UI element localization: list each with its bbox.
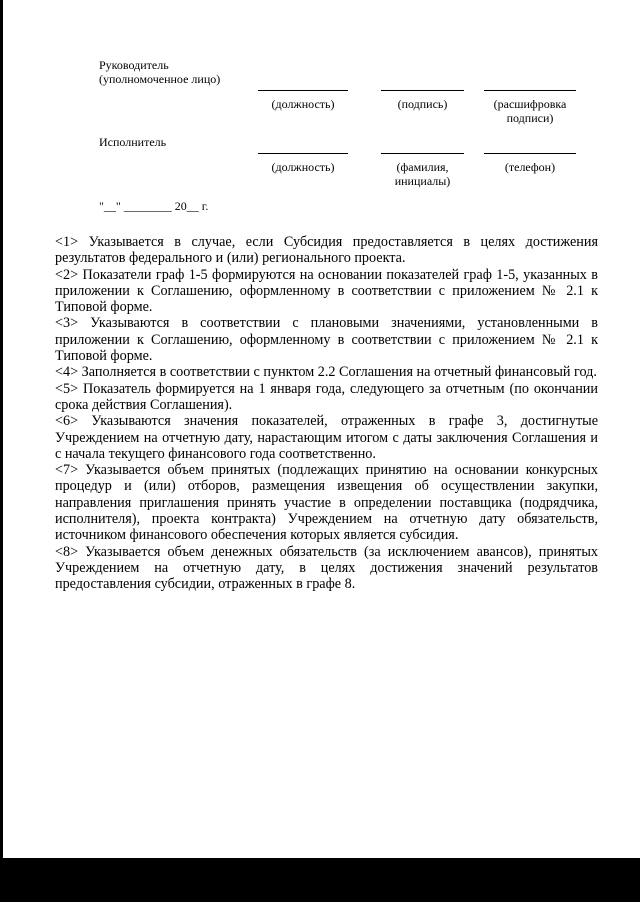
footnote: <7> Указывается объем принятых (подлежащих принятию на основании конкурсных процедур и (или) отборов, размещения извещения об осуществлении закупки, направления приглашения принять участие в определении поставщика (подрядчика, исполнителя), проекта контракта) Учреждением на отчетную дату обязательств, источником финансового обеспечения которых является субсидия.	[55, 462, 598, 544]
footnote: <1> Указывается в случае, если Субсидия предоставляется в целях достижения результатов федерального и (или) регионального проекта.	[55, 234, 598, 267]
footnote: <8> Указывается объем денежных обязательств (за исключением авансов), принятых Учреждением на отчетную дату, в целях достижения значений результатов предоставления субсидии, отраженных в графе 8.	[55, 543, 598, 593]
footnote: <4> Заполняется в соответствии с пунктом 2.2 Соглашения на отчетный финансовый год.	[55, 364, 597, 381]
footnote: <3> Указываются в соответствии с плановыми значениями, установленными в приложении к Соглашению, оформленному в соответствии с приложением № 2.1 к Типовой форме.	[55, 315, 598, 365]
footnote: <5> Показатель формируется на 1 января года, следующего за отчетным (по окончании срока действия Соглашения).	[55, 380, 598, 413]
head-position-caption: (должность)	[271, 97, 335, 111]
head-decode-line	[484, 90, 576, 91]
executor-phone-line	[484, 153, 576, 154]
scan-edge	[0, 0, 3, 858]
executor-position-line	[258, 153, 348, 154]
footnotes	[55, 234, 598, 593]
executor-name-caption-line2: инициалы)	[394, 174, 451, 188]
head-label-line1: Руководитель	[99, 58, 169, 72]
executor-label: Исполнитель	[99, 135, 167, 149]
date-line: "__" ________ 20__ г.	[99, 199, 209, 213]
head-decode-caption-line2: подписи)	[506, 111, 554, 125]
head-position-line	[258, 90, 348, 91]
executor-phone-caption: (телефон)	[504, 160, 556, 174]
scan-bottom-border	[0, 858, 640, 902]
head-decode-caption-line1: (расшифровка	[493, 97, 567, 111]
head-signature-caption: (подпись)	[397, 97, 448, 111]
head-signature-line	[381, 90, 464, 91]
footnote: <2> Показатели граф 1-5 формируются на основании показателей граф 1-5, указанных в приложении к Соглашению, оформленному в соответствии с приложением № 2.1 к Типовой форме.	[55, 266, 598, 316]
executor-name-line	[381, 153, 464, 154]
head-label-line2: (уполномоченное лицо)	[99, 72, 221, 86]
executor-position-caption: (должность)	[271, 160, 335, 174]
footnote: <6> Указываются значения показателей, отраженных в графе 3, достигнутые Учреждением на отчетную дату, нарастающим итогом с даты заключения Соглашения и с начала текущего финансового года соответственно.	[55, 413, 598, 462]
executor-name-caption-line1: (фамилия,	[396, 160, 449, 174]
